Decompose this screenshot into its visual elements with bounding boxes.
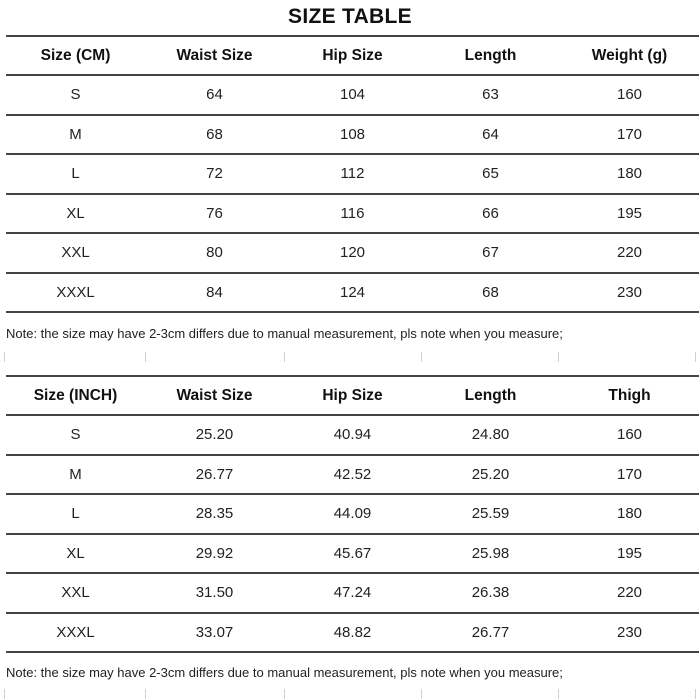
size-cell: M xyxy=(69,125,82,143)
column-header: Hip Size xyxy=(322,386,383,404)
table-row xyxy=(6,534,699,574)
length-cell: 68 xyxy=(482,283,499,301)
hip-cell: 40.94 xyxy=(333,426,372,444)
column-header: Length xyxy=(464,386,517,404)
hip-cell: 104 xyxy=(339,86,366,104)
thigh-cell: 160 xyxy=(616,426,643,444)
thigh-cell: 195 xyxy=(616,544,643,562)
size-table-inch xyxy=(6,375,699,653)
waist-cell: 64 xyxy=(206,86,223,104)
hip-cell: 47.24 xyxy=(333,584,372,602)
length-cell: 25.20 xyxy=(471,465,510,483)
waist-cell: 80 xyxy=(206,244,223,262)
column-header: Waist Size xyxy=(176,46,253,64)
waist-cell: 31.50 xyxy=(195,584,234,602)
length-cell: 64 xyxy=(482,125,499,143)
hip-cell: 44.09 xyxy=(333,505,372,523)
waist-cell: 29.92 xyxy=(195,544,234,562)
hip-cell: 42.52 xyxy=(333,465,372,483)
table-row xyxy=(6,273,699,313)
size-cell: XXXL xyxy=(56,623,95,641)
table-row xyxy=(6,194,699,234)
table-row xyxy=(6,154,699,194)
table-row xyxy=(6,494,699,534)
column-header: Weight (g) xyxy=(591,46,668,64)
measurement-note: Note: the size may have 2-3cm differs due to manual measurement, pls note when you measure; xyxy=(6,665,563,680)
column-header: Hip Size xyxy=(322,46,383,64)
weight-cell: 180 xyxy=(616,165,643,183)
waist-cell: 72 xyxy=(206,165,223,183)
table-row xyxy=(6,613,699,653)
length-cell: 66 xyxy=(482,204,499,222)
hip-cell: 124 xyxy=(339,283,366,301)
length-cell: 25.59 xyxy=(471,505,510,523)
waist-cell: 33.07 xyxy=(195,623,234,641)
weight-cell: 220 xyxy=(616,244,643,262)
size-cell: XL xyxy=(66,544,85,562)
length-cell: 67 xyxy=(482,244,499,262)
hip-cell: 108 xyxy=(339,125,366,143)
hip-cell: 48.82 xyxy=(333,623,372,641)
measurement-note: Note: the size may have 2-3cm differs due to manual measurement, pls note when you measure; xyxy=(6,326,563,341)
column-header: Size (INCH) xyxy=(33,386,118,404)
column-header: Size (CM) xyxy=(40,46,111,64)
weight-cell: 160 xyxy=(616,86,643,104)
waist-cell: 26.77 xyxy=(195,465,234,483)
size-cell: S xyxy=(70,426,81,444)
column-header: Waist Size xyxy=(176,386,253,404)
hip-cell: 120 xyxy=(339,244,366,262)
size-cell: M xyxy=(69,465,82,483)
waist-cell: 76 xyxy=(206,204,223,222)
thigh-cell: 220 xyxy=(616,584,643,602)
table-row xyxy=(6,233,699,273)
size-cell: XL xyxy=(66,204,85,222)
thigh-cell: 230 xyxy=(616,623,643,641)
size-cell: L xyxy=(71,505,80,523)
length-cell: 26.77 xyxy=(471,623,510,641)
column-header: Length xyxy=(464,46,517,64)
thigh-cell: 180 xyxy=(616,505,643,523)
table-row xyxy=(6,75,699,115)
table-row xyxy=(6,115,699,155)
waist-cell: 28.35 xyxy=(195,505,234,523)
size-cell: L xyxy=(71,165,80,183)
length-cell: 26.38 xyxy=(471,584,510,602)
column-header: Thigh xyxy=(608,386,651,404)
table-row xyxy=(6,455,699,495)
hip-cell: 112 xyxy=(340,165,365,183)
hip-cell: 116 xyxy=(340,204,365,222)
size-cell: XXL xyxy=(61,584,90,602)
table-row xyxy=(6,573,699,613)
length-cell: 65 xyxy=(482,165,499,183)
divider xyxy=(0,689,700,699)
table-header-row xyxy=(6,376,699,415)
size-cell: XXXL xyxy=(56,283,95,301)
waist-cell: 68 xyxy=(206,125,223,143)
thigh-cell: 170 xyxy=(616,465,643,483)
table-row xyxy=(6,415,699,455)
weight-cell: 230 xyxy=(616,283,643,301)
hip-cell: 45.67 xyxy=(333,544,372,562)
weight-cell: 195 xyxy=(616,204,643,222)
waist-cell: 25.20 xyxy=(195,426,234,444)
length-cell: 25.98 xyxy=(471,544,510,562)
size-cell: S xyxy=(70,86,81,104)
table-header-row xyxy=(6,36,699,75)
waist-cell: 84 xyxy=(206,283,223,301)
divider xyxy=(0,352,700,362)
page-title: SIZE TABLE xyxy=(288,5,412,28)
size-table-cm xyxy=(6,35,699,313)
length-cell: 24.80 xyxy=(471,426,510,444)
weight-cell: 170 xyxy=(616,125,643,143)
size-cell: XXL xyxy=(61,244,90,262)
length-cell: 63 xyxy=(482,86,499,104)
